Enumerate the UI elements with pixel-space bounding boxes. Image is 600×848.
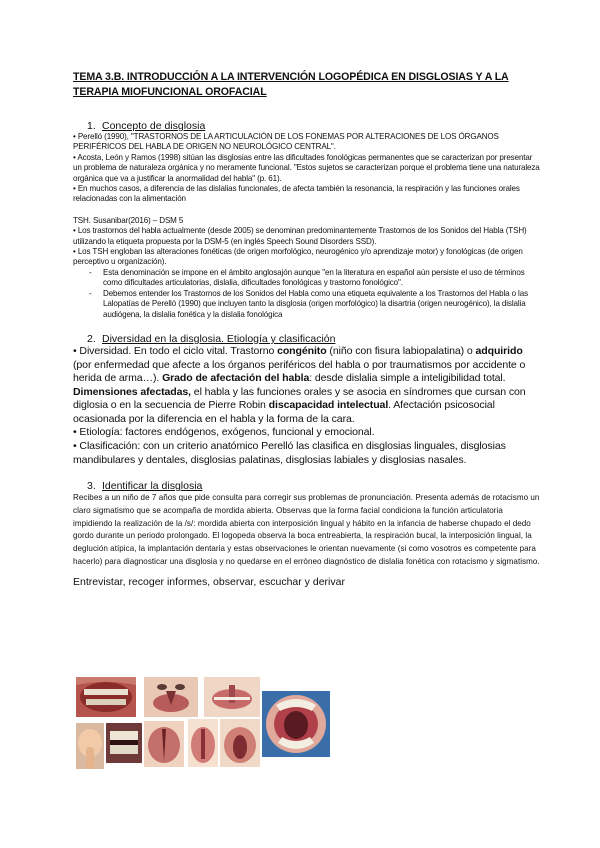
cleft-lip-photo	[144, 677, 198, 717]
bullet-dislalias: • En muchos casos, a diferencia de las dislalias funcionales, de afecta también la resonancia, la respiración y las funciones orales relacionadas con la alimentación	[73, 184, 520, 204]
title-line-2: TERAPIA MIOFUNCIONAL OROFACIAL	[73, 86, 267, 98]
infant-cleft-photo	[220, 719, 260, 767]
dash-item-1: - Esta denominación se impone en el ámbito anglosajón aunque "en la literatura en español aún persiste el uso de términos como dificultades articulatorias, dislalia, dificultades fonológicas y trastorno fonológico".	[89, 267, 525, 288]
cleft-palate-photo	[144, 721, 184, 767]
teeth-open-bite-photo	[106, 723, 142, 763]
bullet-acosta: • Acosta, León y Ramos (1998) sitúan las disglosias entre las dificultades fonológicas permanentes que se caracterizan por presentar un problema de naturaleza orgánica y no meramente funcional. "Estos sujetos se caracterizan porque el problema tiene una naturaleza orgánica que va a justificar la anormalidad del habla" (p. 61).	[73, 152, 540, 183]
title-line-1: TEMA 3.B. INTRODUCCIÓN A LA INTERVENCIÓN LOGOPÉDICA EN DISGLOSIAS Y A LA	[73, 71, 509, 83]
dental-malocclusion-photo	[76, 677, 136, 717]
section-2-heading: 2. Diversidad en la disglosia. Etiología y clasificación	[87, 332, 336, 345]
classification-paragraph: • Clasificación: con un criterio anatómico Perelló las clasifica en disglosias linguales, disglosias mandibulares y dentales, disglosias palatinas, disglosias labiales y disglosias nasales.	[73, 440, 506, 466]
open-mouth-throat-photo	[262, 691, 330, 757]
cleft-lip-repair-photo	[204, 677, 260, 717]
tsh-heading: TSH. Susanibar(2016) – DSM 5	[73, 215, 184, 225]
section-2-body	[73, 345, 543, 467]
section-1-heading: 1. Concepto de disglosia	[87, 120, 206, 132]
closing-line: Entrevistar, recoger informes, observar, escuchar y derivar	[73, 576, 345, 589]
bullet-tsh-1: • Los trastornos del habla actualmente (desde 2005) se denominan predominantemente Trastornos de los Sonidos del Habla (TSH) utilizando la etiqueta propuesta por la DSM-5 (en inglés Speech Sound Disorders SSD).	[73, 226, 527, 246]
etiology-paragraph: • Etiología: factores endógenos, exógenos, funcional y emocional.	[73, 426, 375, 439]
clinical-photo-collage	[76, 677, 346, 769]
case-paragraph: Recibes a un niño de 7 años que pide consulta para corregir sus problemas de pronunciación. Presenta además de rotacismo un claro sigmatismo que se acompaña de mordida abierta. Observas que la forma facial condiciona la función articulatoria impidiendo la realización de la /s/: mordida abierta con interposición lingual y hábito en la infancia de haberse chupado el dedo gordo durante un periodo prolongado. El logopeda observa la boca entreabierta, la respiración bucal, la interposición lingual, la deglución atípica, la implantación dentaria y estas observaciones le orientan nuevamente (si como vosotros es competente para hacerlo) para diagnosticar una disglosia y no quedarse en el erróneo diagnóstico de dislalia fonética con rotacismo y sigmatismo.	[73, 493, 540, 566]
section-3-heading: 3. Identificar la disglosia	[87, 480, 203, 493]
document-title	[73, 70, 543, 100]
bullet-perello: • Perelló (1990), "TRASTORNOS DE LA ARTICULACIÓN DE LOS FONEMAS POR ALTERACIONES DE LOS ÓRGANOS PERIFÉRICOS DEL HABLA DE ORIGEN NO NEUROLÓGICO CENTRAL".	[73, 132, 499, 152]
document-page	[73, 70, 543, 588]
section-1-body	[73, 132, 543, 320]
dash-item-2: - Debemos entender los Trastornos de los Sonidos del Habla como una etiqueta equivalente a los Trastornos del Habla o las Lalopatías de Perelló (1990) que incluyen tanto la disglosia (origen morfológico) la disartria (origen neurogénico), la dislalia audiógena, la dislalia fonética y la dislalia fonológica	[89, 288, 528, 319]
palate-surgery-photo	[188, 719, 218, 767]
diversity-paragraph: • Diversidad. En todo el ciclo vital. Trastorno congénito (niño con fisura labiopalatina) o adquirido (por enfermedad que afecte a los órganos periféricos del habla o por traumatismos por accidente o herida de arma…). Grado de afectación del habla: desde dislalia simple a inteligibilidad total. Dimensiones afectadas, el habla y las funciones orales y se asocia en síndromes que cursan con diglosia o en la secuencia de Pierre Robin discapacidad intelectual. Afectación psicosocial ocasionada por la diferencia en el habla y la forma de la cara.	[73, 344, 526, 425]
bullet-tsh-2: • Los TSH engloban las alteraciones fonéticas (de origen morfológico, neurogénico y/o aprendizaje motor) y fonológicas (de origen perceptivo u organización).	[73, 247, 523, 267]
thumb-sucking-photo	[76, 723, 104, 769]
